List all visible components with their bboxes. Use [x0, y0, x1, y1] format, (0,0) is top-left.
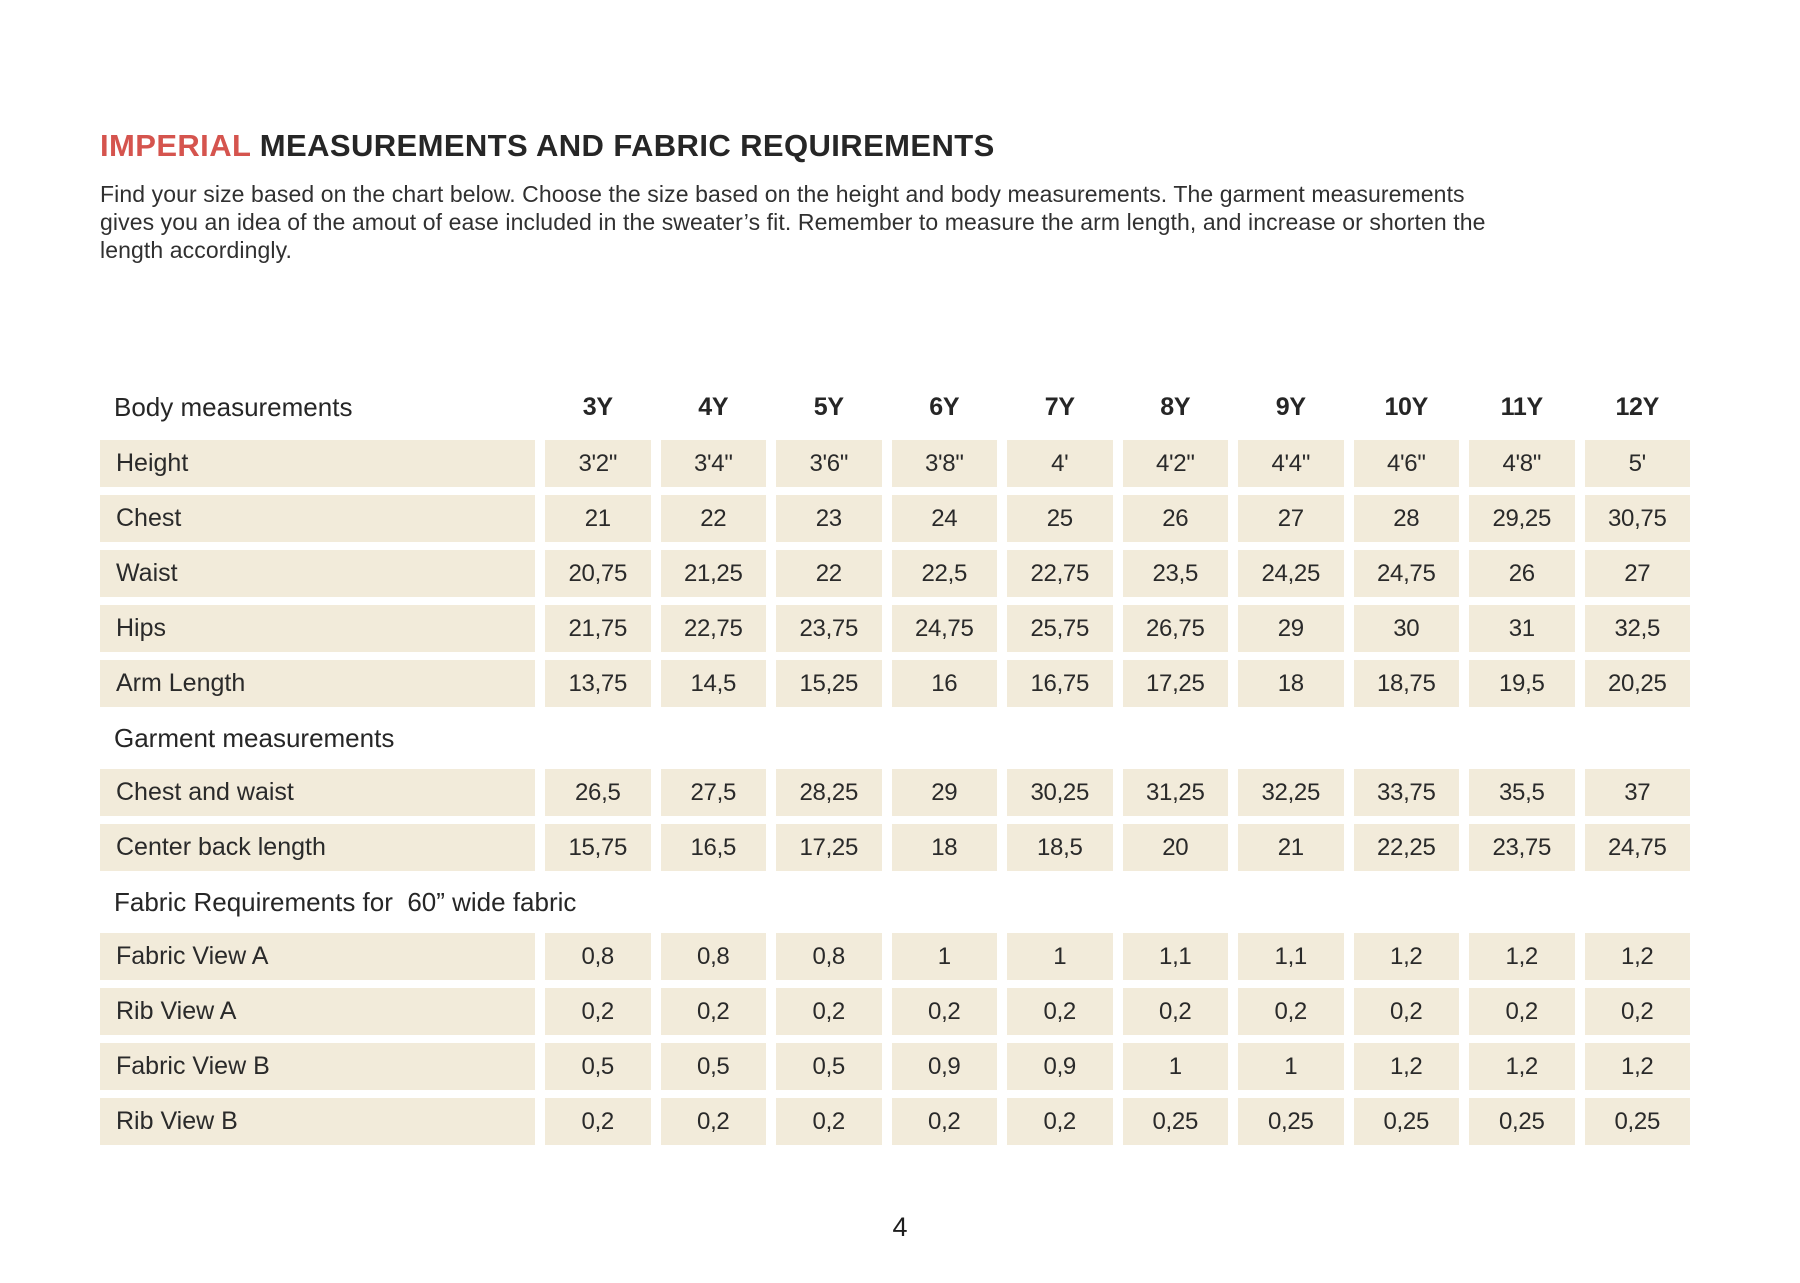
value-cell: 24,75 — [892, 605, 998, 652]
value-cell: 1,2 — [1354, 933, 1460, 980]
row-label: Arm Length — [100, 660, 535, 707]
value-cell: 22,25 — [1354, 824, 1460, 871]
column-header: 7Y — [1044, 392, 1075, 421]
value-cell: 35,5 — [1469, 769, 1575, 816]
value-cell: 1 — [1238, 1043, 1344, 1090]
table-row — [100, 605, 1690, 652]
value-cell: 1,2 — [1354, 1043, 1460, 1090]
value-cell: 0,2 — [1238, 988, 1344, 1035]
value-cell: 32,5 — [1585, 605, 1691, 652]
value-cell: 29 — [1238, 605, 1344, 652]
row-label: Center back length — [100, 824, 535, 871]
value-cell: 4'8" — [1469, 440, 1575, 487]
value-cell: 0,5 — [776, 1043, 882, 1090]
column-header: 9Y — [1275, 392, 1306, 421]
intro-line: length accordingly. — [100, 237, 292, 263]
value-cell: 31,25 — [1123, 769, 1229, 816]
value-cell: 0,2 — [545, 1098, 651, 1145]
value-cell: 17,25 — [776, 824, 882, 871]
title-rest: MEASUREMENTS AND FABRIC REQUIREMENTS — [250, 128, 995, 163]
column-header: 5Y — [813, 392, 844, 421]
value-cell: 16 — [892, 660, 998, 707]
value-cell: 23 — [776, 495, 882, 542]
value-cell: 18 — [892, 824, 998, 871]
value-cell: 21,25 — [661, 550, 767, 597]
page-title — [100, 128, 1700, 164]
value-cell: 3'4" — [661, 440, 767, 487]
column-header: 8Y — [1160, 392, 1191, 421]
value-cell: 30,25 — [1007, 769, 1113, 816]
row-label: Height — [100, 440, 535, 487]
value-cell: 1 — [1123, 1043, 1229, 1090]
value-cell: 0,2 — [661, 988, 767, 1035]
value-cell: 1,2 — [1469, 933, 1575, 980]
value-cell: 0,25 — [1354, 1098, 1460, 1145]
table-row — [100, 824, 1690, 871]
value-cell: 29 — [892, 769, 998, 816]
value-cell: 1,1 — [1123, 933, 1229, 980]
table-row — [100, 1043, 1690, 1090]
section-heading: Garment measurements — [114, 722, 395, 753]
column-header: 11Y — [1500, 392, 1543, 421]
row-label: Fabric View B — [100, 1043, 535, 1090]
value-cell: 22,75 — [661, 605, 767, 652]
column-header: 10Y — [1384, 392, 1429, 421]
value-cell: 4'6" — [1354, 440, 1460, 487]
value-cell: 0,8 — [545, 933, 651, 980]
value-cell: 32,25 — [1238, 769, 1344, 816]
table-header-row — [100, 386, 1690, 428]
value-cell: 0,2 — [1585, 988, 1691, 1035]
value-cell: 17,25 — [1123, 660, 1229, 707]
row-label: Waist — [100, 550, 535, 597]
intro-line: gives you an idea of the amout of ease included in the sweater’s fit. Remember to measure the arm length, and increase or shorten the — [100, 209, 1486, 235]
value-cell: 25,75 — [1007, 605, 1113, 652]
intro-paragraph — [100, 180, 1700, 264]
value-cell: 4'2" — [1123, 440, 1229, 487]
value-cell: 18,5 — [1007, 824, 1113, 871]
value-cell: 24,75 — [1354, 550, 1460, 597]
value-cell: 0,9 — [1007, 1043, 1113, 1090]
value-cell: 19,5 — [1469, 660, 1575, 707]
value-cell: 24,25 — [1238, 550, 1344, 597]
row-label: Rib View B — [100, 1098, 535, 1145]
value-cell: 21 — [545, 495, 651, 542]
table-row — [100, 769, 1690, 816]
value-cell: 26,75 — [1123, 605, 1229, 652]
value-cell: 0,2 — [1354, 988, 1460, 1035]
value-cell: 33,75 — [1354, 769, 1460, 816]
value-cell: 1,1 — [1238, 933, 1344, 980]
value-cell: 0,2 — [1123, 988, 1229, 1035]
title-highlight: IMPERIAL — [100, 128, 251, 163]
value-cell: 26,5 — [545, 769, 651, 816]
value-cell: 3'6" — [776, 440, 882, 487]
value-cell: 16,5 — [661, 824, 767, 871]
table-row — [100, 988, 1690, 1035]
value-cell: 1,2 — [1469, 1043, 1575, 1090]
column-header: 6Y — [929, 392, 960, 421]
column-header: 3Y — [582, 392, 613, 421]
value-cell: 30 — [1354, 605, 1460, 652]
value-cell: 22,5 — [892, 550, 998, 597]
table-row — [100, 440, 1690, 487]
intro-line: Find your size based on the chart below. Choose the size based on the height and body measurements. The garment measurements — [100, 181, 1465, 207]
value-cell: 23,5 — [1123, 550, 1229, 597]
value-cell: 4' — [1007, 440, 1113, 487]
size-table — [100, 386, 1690, 1145]
value-cell: 26 — [1469, 550, 1575, 597]
value-cell: 0,2 — [776, 1098, 882, 1145]
section-heading: Fabric Requirements for 60” wide fabric — [114, 886, 577, 917]
value-cell: 25 — [1007, 495, 1113, 542]
value-cell: 0,5 — [661, 1043, 767, 1090]
value-cell: 0,2 — [661, 1098, 767, 1145]
value-cell: 20,75 — [545, 550, 651, 597]
value-cell: 14,5 — [661, 660, 767, 707]
value-cell: 22 — [776, 550, 882, 597]
table-row — [100, 495, 1690, 542]
row-label: Fabric View A — [100, 933, 535, 980]
value-cell: 0,25 — [1123, 1098, 1229, 1145]
value-cell: 0,5 — [545, 1043, 651, 1090]
section-heading: Body measurements — [114, 391, 353, 422]
row-label: Hips — [100, 605, 535, 652]
value-cell: 4'4" — [1238, 440, 1344, 487]
table-row — [100, 933, 1690, 980]
table-row — [100, 550, 1690, 597]
value-cell: 0,2 — [1007, 988, 1113, 1035]
value-cell: 15,25 — [776, 660, 882, 707]
value-cell: 0,2 — [892, 1098, 998, 1145]
value-cell: 27 — [1238, 495, 1344, 542]
value-cell: 1,2 — [1585, 933, 1691, 980]
value-cell: 23,75 — [1469, 824, 1575, 871]
value-cell: 0,2 — [1007, 1098, 1113, 1145]
value-cell: 28,25 — [776, 769, 882, 816]
value-cell: 0,8 — [776, 933, 882, 980]
value-cell: 0,8 — [661, 933, 767, 980]
value-cell: 0,2 — [776, 988, 882, 1035]
value-cell: 22 — [661, 495, 767, 542]
value-cell: 18,75 — [1354, 660, 1460, 707]
value-cell: 0,25 — [1238, 1098, 1344, 1145]
value-cell: 1 — [1007, 933, 1113, 980]
value-cell: 26 — [1123, 495, 1229, 542]
value-cell: 16,75 — [1007, 660, 1113, 707]
column-header: 12Y — [1615, 392, 1660, 421]
value-cell: 5' — [1585, 440, 1691, 487]
page-number: 4 — [892, 1212, 908, 1242]
value-cell: 24,75 — [1585, 824, 1691, 871]
value-cell: 20 — [1123, 824, 1229, 871]
value-cell: 31 — [1469, 605, 1575, 652]
value-cell: 21 — [1238, 824, 1344, 871]
value-cell: 27,5 — [661, 769, 767, 816]
row-label: Chest and waist — [100, 769, 535, 816]
value-cell: 29,25 — [1469, 495, 1575, 542]
row-label: Rib View A — [100, 988, 535, 1035]
value-cell: 28 — [1354, 495, 1460, 542]
value-cell: 1 — [892, 933, 998, 980]
value-cell: 30,75 — [1585, 495, 1691, 542]
value-cell: 18 — [1238, 660, 1344, 707]
value-cell: 27 — [1585, 550, 1691, 597]
value-cell: 0,2 — [892, 988, 998, 1035]
value-cell: 22,75 — [1007, 550, 1113, 597]
value-cell: 37 — [1585, 769, 1691, 816]
row-label: Chest — [100, 495, 535, 542]
value-cell: 0,2 — [1469, 988, 1575, 1035]
value-cell: 20,25 — [1585, 660, 1691, 707]
value-cell: 3'8" — [892, 440, 998, 487]
table-row — [100, 660, 1690, 707]
value-cell: 23,75 — [776, 605, 882, 652]
value-cell: 21,75 — [545, 605, 651, 652]
value-cell: 24 — [892, 495, 998, 542]
value-cell: 0,25 — [1469, 1098, 1575, 1145]
value-cell: 0,2 — [545, 988, 651, 1035]
table-row — [100, 1098, 1690, 1145]
value-cell: 3'2" — [545, 440, 651, 487]
value-cell: 0,25 — [1585, 1098, 1691, 1145]
column-header: 4Y — [698, 392, 729, 421]
value-cell: 1,2 — [1585, 1043, 1691, 1090]
value-cell: 15,75 — [545, 824, 651, 871]
value-cell: 13,75 — [545, 660, 651, 707]
value-cell: 0,9 — [892, 1043, 998, 1090]
